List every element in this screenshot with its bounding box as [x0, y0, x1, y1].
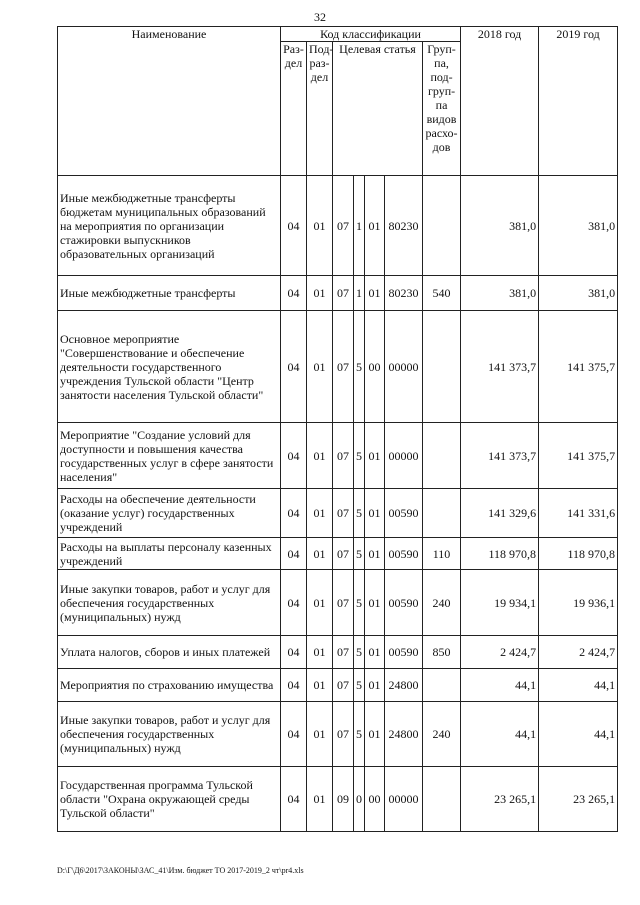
row-target-subprogram: 1: [354, 276, 365, 311]
row-target-direction: 80230: [385, 276, 423, 311]
row-amount-2018: 19 934,1: [461, 570, 539, 636]
row-target-subprogram: 5: [354, 570, 365, 636]
budget-table: [57, 26, 618, 832]
row-target-event: 01: [365, 570, 385, 636]
row-target-program: 07: [333, 570, 354, 636]
row-target-direction: 00000: [385, 311, 423, 423]
row-target-direction: 00590: [385, 636, 423, 669]
footer-file-path: D:\Г\Д6\2017\ЗАКОНЫ\ЗАС_41\Изм. бюджет ТО 2017-2019_2 чт\pr4.xls: [57, 866, 304, 875]
row-amount-2019: 44,1: [539, 702, 618, 767]
row-section: 04: [281, 311, 307, 423]
row-amount-2018: 381,0: [461, 276, 539, 311]
table-row: [58, 538, 618, 570]
table-row: [58, 636, 618, 669]
row-target-subprogram: 5: [354, 423, 365, 489]
row-amount-2018: 118 970,8: [461, 538, 539, 570]
row-target-direction: 00590: [385, 570, 423, 636]
row-expense-group: 850: [423, 636, 461, 669]
row-subsection: 01: [307, 311, 333, 423]
table-row: [58, 767, 618, 832]
row-target-event: 01: [365, 176, 385, 276]
row-amount-2018: 141 373,7: [461, 311, 539, 423]
row-target-program: 07: [333, 311, 354, 423]
row-target-direction: 00590: [385, 489, 423, 538]
row-section: 04: [281, 538, 307, 570]
header-year-2019: 2019 год: [539, 27, 618, 176]
row-target-direction: 00590: [385, 538, 423, 570]
row-expense-group: [423, 311, 461, 423]
row-amount-2018: 141 373,7: [461, 423, 539, 489]
row-target-subprogram: 5: [354, 489, 365, 538]
row-amount-2019: 2 424,7: [539, 636, 618, 669]
row-amount-2019: 141 375,7: [539, 311, 618, 423]
row-target-event: 01: [365, 276, 385, 311]
page-number: 32: [314, 10, 326, 24]
row-expense-group: 240: [423, 702, 461, 767]
row-amount-2019: 381,0: [539, 276, 618, 311]
row-subsection: 01: [307, 669, 333, 702]
row-target-subprogram: 5: [354, 636, 365, 669]
row-target-program: 09: [333, 767, 354, 832]
row-target-subprogram: 5: [354, 311, 365, 423]
header-section: Раз- дел: [281, 42, 307, 176]
table-row: [58, 423, 618, 489]
row-amount-2018: 141 329,6: [461, 489, 539, 538]
row-expense-group: 110: [423, 538, 461, 570]
row-target-event: 01: [365, 423, 385, 489]
row-target-subprogram: 5: [354, 702, 365, 767]
row-amount-2019: 44,1: [539, 669, 618, 702]
row-subsection: 01: [307, 570, 333, 636]
row-subsection: 01: [307, 489, 333, 538]
header-row-top: [58, 27, 618, 42]
row-target-subprogram: 0: [354, 767, 365, 832]
row-name: Государственная программа Тульской области "Охрана окружающей среды Тульской области": [58, 767, 281, 832]
row-subsection: 01: [307, 538, 333, 570]
row-target-program: 07: [333, 669, 354, 702]
row-subsection: 01: [307, 636, 333, 669]
row-amount-2019: 19 936,1: [539, 570, 618, 636]
row-section: 04: [281, 570, 307, 636]
row-amount-2018: 381,0: [461, 176, 539, 276]
row-amount-2019: 118 970,8: [539, 538, 618, 570]
row-name: Иные межбюджетные трансферты: [58, 276, 281, 311]
row-section: 04: [281, 669, 307, 702]
table-row: [58, 176, 618, 276]
row-name: Иные закупки товаров, работ и услуг для обеспечения государственных (муниципальных) нужд: [58, 702, 281, 767]
row-target-event: 01: [365, 538, 385, 570]
row-section: 04: [281, 276, 307, 311]
row-expense-group: [423, 423, 461, 489]
row-target-direction: 24800: [385, 669, 423, 702]
row-target-program: 07: [333, 489, 354, 538]
row-name: Расходы на выплаты персоналу казенных учреждений: [58, 538, 281, 570]
table-row: [58, 276, 618, 311]
row-target-subprogram: 5: [354, 538, 365, 570]
row-section: 04: [281, 636, 307, 669]
row-name: Расходы на обеспечение деятельности (оказание услуг) государственных учреждений: [58, 489, 281, 538]
row-target-program: 07: [333, 276, 354, 311]
row-target-event: 01: [365, 702, 385, 767]
header-expense-group: Груп- па, под- груп- па видов расхо- дов: [423, 42, 461, 176]
row-expense-group: [423, 767, 461, 832]
row-amount-2019: 23 265,1: [539, 767, 618, 832]
row-target-subprogram: 1: [354, 176, 365, 276]
row-subsection: 01: [307, 276, 333, 311]
row-name: Мероприятие "Создание условий для доступности и повышения качества государственных услуг в сфере занятости населения": [58, 423, 281, 489]
row-target-event: 01: [365, 636, 385, 669]
row-amount-2018: 2 424,7: [461, 636, 539, 669]
row-target-program: 07: [333, 636, 354, 669]
row-target-program: 07: [333, 176, 354, 276]
row-subsection: 01: [307, 702, 333, 767]
header-name: Наименование: [58, 27, 281, 176]
row-section: 04: [281, 423, 307, 489]
row-subsection: 01: [307, 767, 333, 832]
row-amount-2019: 141 375,7: [539, 423, 618, 489]
row-target-subprogram: 5: [354, 669, 365, 702]
row-section: 04: [281, 767, 307, 832]
row-target-program: 07: [333, 538, 354, 570]
row-section: 04: [281, 176, 307, 276]
row-target-event: 01: [365, 489, 385, 538]
row-amount-2019: 141 331,6: [539, 489, 618, 538]
row-name: Основное мероприятие "Совершенствование и обеспечение деятельности государственного учреждения Тульской области "Центр занятости населения Тульской области": [58, 311, 281, 423]
row-target-event: 00: [365, 311, 385, 423]
table-row: [58, 669, 618, 702]
header-target-article: Целевая статья: [333, 42, 423, 176]
row-section: 04: [281, 702, 307, 767]
row-target-program: 07: [333, 423, 354, 489]
header-code-group: Код классификации: [281, 27, 461, 42]
row-amount-2018: 44,1: [461, 702, 539, 767]
row-expense-group: [423, 489, 461, 538]
row-expense-group: 540: [423, 276, 461, 311]
row-name: Иные межбюджетные трансферты бюджетам муниципальных образований на мероприятия по организации стажировки выпускников образовательных организаций: [58, 176, 281, 276]
row-subsection: 01: [307, 423, 333, 489]
row-target-event: 01: [365, 669, 385, 702]
row-target-direction: 00000: [385, 767, 423, 832]
row-subsection: 01: [307, 176, 333, 276]
row-expense-group: [423, 176, 461, 276]
row-expense-group: 240: [423, 570, 461, 636]
row-target-direction: 80230: [385, 176, 423, 276]
row-target-direction: 24800: [385, 702, 423, 767]
table-row: [58, 311, 618, 423]
row-amount-2018: 44,1: [461, 669, 539, 702]
row-amount-2018: 23 265,1: [461, 767, 539, 832]
row-target-direction: 00000: [385, 423, 423, 489]
header-year-2018: 2018 год: [461, 27, 539, 176]
table-row: [58, 702, 618, 767]
header-subsection: Под- раз- дел: [307, 42, 333, 176]
row-amount-2019: 381,0: [539, 176, 618, 276]
row-name: Иные закупки товаров, работ и услуг для обеспечения государственных (муниципальных) нужд: [58, 570, 281, 636]
row-expense-group: [423, 669, 461, 702]
table-row: [58, 570, 618, 636]
row-section: 04: [281, 489, 307, 538]
table-row: [58, 489, 618, 538]
row-target-program: 07: [333, 702, 354, 767]
row-name: Мероприятия по страхованию имущества: [58, 669, 281, 702]
row-target-event: 00: [365, 767, 385, 832]
row-name: Уплата налогов, сборов и иных платежей: [58, 636, 281, 669]
